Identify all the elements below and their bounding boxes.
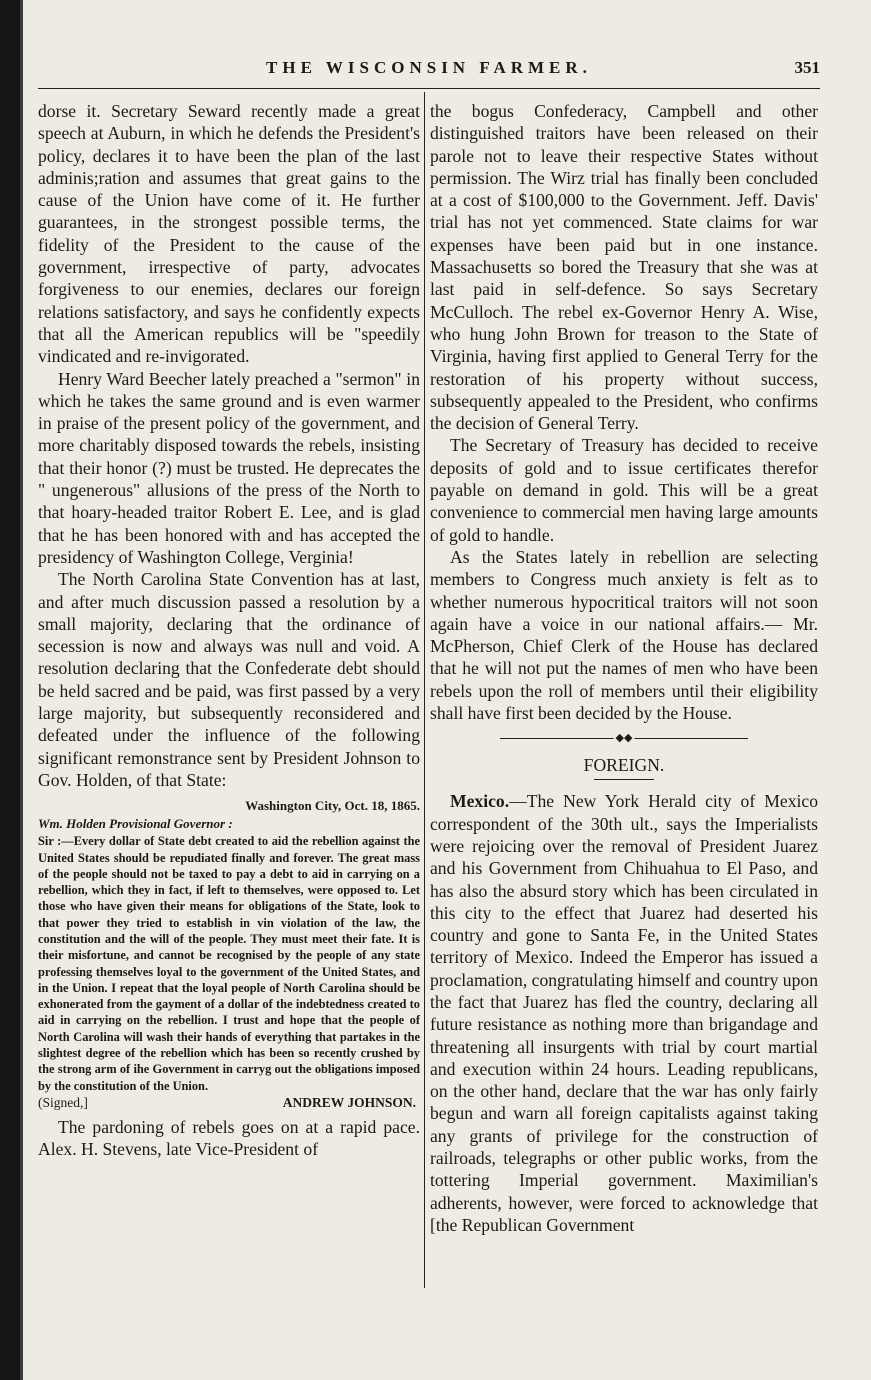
column-rule (424, 92, 425, 1288)
right-paragraph-treasury: The Secretary of Treasury has decided to receive deposits of gold and to issue certificates therefor payable on demand in gold. This will be a great convenience to commercial men having large amounts of gold to handle. (430, 435, 818, 545)
runin-heading-mexico: Mexico. (450, 791, 510, 812)
section-divider (430, 732, 818, 746)
publication-title: THE WISCONSIN FARMER. (266, 58, 592, 77)
divider-ornament-icon: ◆◆ (615, 732, 633, 745)
mexico-text: —The New York Herald city of Mexico correspondent of the 30th ult., says the Imperialists were rejoicing over the removal of President Juarez and his Government from Chihuahua to El Paso, and has also the absurd story which has been circulated in this city to the effect that Juarez had deserted his country and gone to Santa Fe, in the United States territory of Mexico. Indeed the Emperor has issued a proclamation, congratulating himself and country upon the fact that Juarez has fled the country, declaring all future resistance as nothing more than brigandage and threatening all insurgents with trial by court martial and execution within 24 hours. Leading republicans, on the other hand, declare that the war has only fairly begun and warn all foreign capitalists against taking any grants of privilege for the construction of railroads, telegraphs or other public works, from the tottering Imperial government. Maximilian's adherents, however, were forced to acknowledge that [the Republican Government (430, 791, 818, 1235)
letter-dateline: Washington City, Oct. 18, 1865. (245, 798, 420, 814)
right-paragraph-confederacy: the bogus Confederacy, Campbell and other distinguished traitors have been released on their parole not to leave their respective States without permission. The Wirz trial has finally been concluded at a cost of $100,000 to the Government. Jeff. Davis' trial has not yet commenced. State claims for war expenses have been paid but in one instance. Massachusetts so bored the Treasury that she was at last paid in self-defence. So says Secretary McCulloch. The rebel ex-Governor Henry A. Wise, who hung John Brown for treason to the State of Virginia, having first applied to General Terry for the restoration of his property without success, subsequently appealed to the President, who confirms the decision of General Terry. (430, 101, 818, 434)
left-paragraph-pardoning: The pardoning of rebels goes on at a rapid pace. Alex. H. Stevens, late Vice-President of (38, 1116, 420, 1160)
letter-signature-line (38, 1094, 416, 1112)
signed-label: (Signed,] (38, 1094, 88, 1110)
section-heading-foreign: FOREIGN. (583, 755, 665, 776)
letter-body: Sir :—Every dollar of State debt created to aid the rebellion against the United States should be repudiated finally and forever. The great mass of the people should not be taxed to pay a debt to aid in carrying on a rebellion, which they in fact, if left to themselves, were opposed to. Let those who have given their means for obligations of the State, look to that power they tried to establish in vin violation of the law, the constitution and the will of the people. They must meet their fate. It is their misfortune, and cannot be recognised by the people of any state professing themselves loyal to the government of the United States, and in the Union. I repeat that the loyal people of North Carolina should be exhonerated from the gayment of a dollar of the indebtedness created to aid in carrying on the rebellion. I trust and hope that the people of North Carolina will wash their hands of everything that partakes in the slightest degree of the rebellion which has been so recently crushed by the strong arm of ihe Government in carryg out the obligations imposed by the constitution of the Union. (38, 834, 420, 1093)
signature-name: ANDREW JOHNSON. (282, 1094, 416, 1110)
left-paragraph-beecher: Henry Ward Beecher lately preached a "sermon" in which he takes the same ground and is even warmer in praise of the present policy of the government, and more charitably disposed towards the rebels, insisting that their honor (?) must be trusted. He deprecates the " ungenerous" allusions of the press of the North to that hoary-headed traitor Robert E. Lee, and is glad that he has been honored with and has accepted the presidency of Washington College, Verginia! (38, 368, 420, 567)
right-paragraph-congress: As the States lately in rebellion are selecting members to Congress much anxiety is felt as to whether numerous hypocritical traitors will not soon again have a voice in our national affairs.— Mr. McPherson, Chief Clerk of the House has declared that he will not put the names of men who have been rebels upon the roll of members until their eligibility shall have first been decided by the House. (430, 546, 818, 724)
right-column (430, 100, 818, 1236)
right-paragraph-mexico (430, 790, 818, 1236)
page-binding-shadow (20, 0, 23, 1380)
page-binding-edge (0, 0, 20, 1380)
left-paragraph-seward: dorse it. Secretary Seward recently made a great speech at Auburn, in which he defends the President's policy, declares it to have been the plan of the last adminis;ration and assumes that great gains to the cause of the Union have come of it. He further guarantees, in the strongest possible terms, the fidelity of the President to the cause of the government, irrespective of party, advocates forgiveness to our enemies, declares our foreign relations satisfactory, and says he confidently expects that all the American republics will be "speedily vindicated and re-invigorated. (38, 101, 420, 367)
running-header (38, 58, 820, 88)
header-rule (38, 88, 820, 89)
letter-addressee: Wm. Holden Provisional Governor : (38, 816, 233, 832)
left-paragraph-north-carolina: The North Carolina State Convention has at last, and after much discussion passed a resolution by a small majority, declaring that the ordinance of secession is now and always was null and void. A resolution declaring that the Confederate debt should be held sacred and be paid, was first passed by a very large majority, but subsequently reconsidered and defeated under the influence of the following significant remonstrance sent by President Johnson to Gov. Holden, of that State: (38, 569, 420, 790)
heading-rule (594, 779, 654, 780)
left-column (38, 100, 420, 1161)
page-number: 351 (794, 58, 820, 77)
